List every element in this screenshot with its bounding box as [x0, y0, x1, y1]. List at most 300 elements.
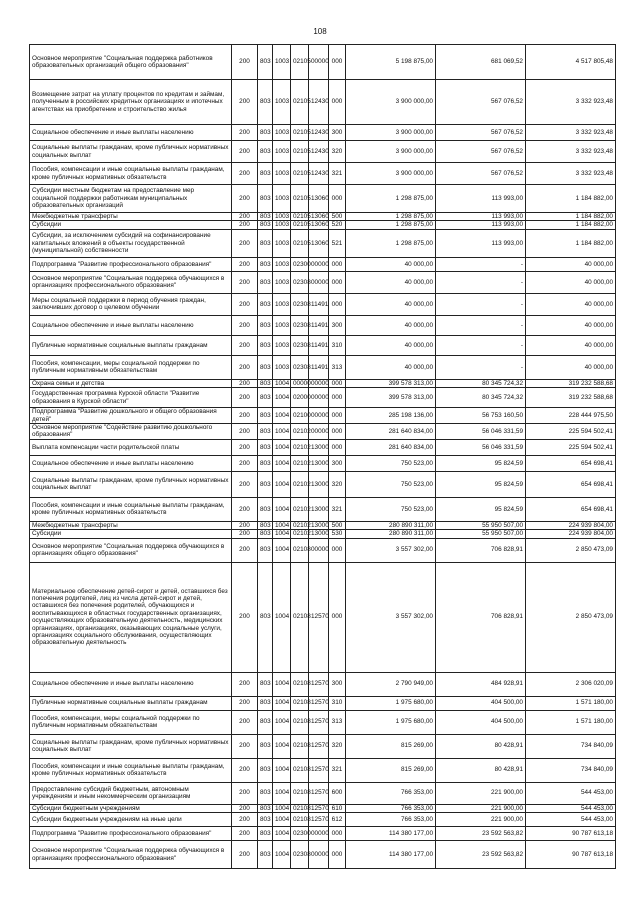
row-executed-amount-cell: 113 993,00 — [436, 229, 526, 257]
row-program-code-cell: 00000 — [291, 379, 309, 387]
row-program-code-cell: 02102 — [291, 471, 309, 497]
row-direction-code-cell: 00000 — [309, 388, 329, 408]
row-name-cell: Социальные выплаты гражданам, кроме публичных нормативных социальных выплат — [30, 141, 232, 163]
row-expense-type-cell: 313 — [329, 355, 346, 379]
row-remaining-amount-cell: 224 939 804,00 — [526, 530, 616, 538]
table-row — [30, 185, 616, 213]
table-row — [30, 804, 616, 812]
page-number: 108 — [313, 27, 327, 36]
row-program-code-cell: 02308 — [291, 335, 309, 355]
row-name-cell: Охрана семьи и детства — [30, 379, 232, 387]
row-executed-amount-cell: 56 046 331,59 — [436, 439, 526, 455]
row-dept-code-cell: 803 — [258, 758, 273, 782]
row-admin-code-cell: 200 — [232, 379, 258, 387]
row-executed-amount-cell: - — [436, 355, 526, 379]
row-admin-code-cell: 200 — [232, 710, 258, 734]
row-admin-code-cell: 200 — [232, 257, 258, 271]
row-name-cell: Пособия, компенсации, меры социальной поддержки по публичным нормативным обязательствам — [30, 355, 232, 379]
row-remaining-amount-cell: 654 698,41 — [526, 497, 616, 521]
row-remaining-amount-cell: 734 840,09 — [526, 758, 616, 782]
row-approved-amount-cell: 1 975 680,00 — [346, 710, 436, 734]
row-section-code-cell: 1003 — [273, 213, 291, 221]
table-row — [30, 141, 616, 163]
row-dept-code-cell: 803 — [258, 455, 273, 471]
row-direction-code-cell: 13000 — [309, 455, 329, 471]
row-dept-code-cell: 803 — [258, 530, 273, 538]
row-approved-amount-cell: 114 380 177,00 — [346, 827, 436, 841]
table-row — [30, 710, 616, 734]
row-direction-code-cell: 12430 — [309, 125, 329, 141]
row-dept-code-cell: 803 — [258, 257, 273, 271]
row-program-code-cell: 02105 — [291, 221, 309, 229]
row-program-code-cell: 02108 — [291, 538, 309, 562]
row-executed-amount-cell: - — [436, 315, 526, 335]
budget-table-body — [30, 45, 616, 869]
row-direction-code-cell: 00000 — [309, 424, 329, 440]
row-executed-amount-cell: 113 993,00 — [436, 213, 526, 221]
row-expense-type-cell: 320 — [329, 471, 346, 497]
row-direction-code-cell: 00000 — [309, 45, 329, 80]
row-name-cell: Возмещение затрат на уплату процентов по кредитам и займам, полученным в российских кредитных организациях и ипотечных агентствах на приобретение и строительство жилья — [30, 80, 232, 125]
row-admin-code-cell: 200 — [232, 782, 258, 804]
row-expense-type-cell: 321 — [329, 163, 346, 185]
row-executed-amount-cell: 681 069,52 — [436, 45, 526, 80]
row-remaining-amount-cell: 40 000,00 — [526, 335, 616, 355]
row-name-cell: Основное мероприятие "Социальная поддержка обучающихся в организациях профессионального образования" — [30, 841, 232, 869]
table-row — [30, 497, 616, 521]
row-expense-type-cell: 520 — [329, 221, 346, 229]
row-direction-code-cell: 12430 — [309, 163, 329, 185]
row-direction-code-cell: 12430 — [309, 80, 329, 125]
row-program-code-cell: 02108 — [291, 562, 309, 672]
row-direction-code-cell: 12570 — [309, 562, 329, 672]
row-remaining-amount-cell: 228 444 975,50 — [526, 408, 616, 424]
table-row — [30, 293, 616, 315]
row-expense-type-cell: 321 — [329, 758, 346, 782]
table-row — [30, 408, 616, 424]
row-section-code-cell: 1003 — [273, 125, 291, 141]
row-admin-code-cell: 200 — [232, 497, 258, 521]
row-executed-amount-cell: 56 046 331,59 — [436, 424, 526, 440]
table-row — [30, 213, 616, 221]
row-remaining-amount-cell: 654 698,41 — [526, 455, 616, 471]
row-admin-code-cell: 200 — [232, 163, 258, 185]
row-approved-amount-cell: 3 900 000,00 — [346, 163, 436, 185]
row-expense-type-cell: 000 — [329, 439, 346, 455]
row-name-cell: Пособия, компенсации, меры социальной поддержки по публичным нормативным обязательствам — [30, 710, 232, 734]
row-approved-amount-cell: 280 890 311,00 — [346, 521, 436, 529]
row-direction-code-cell: 00000 — [309, 257, 329, 271]
table-row — [30, 221, 616, 229]
row-program-code-cell: 02105 — [291, 163, 309, 185]
row-program-code-cell: 02308 — [291, 841, 309, 869]
row-admin-code-cell: 200 — [232, 271, 258, 293]
table-row — [30, 562, 616, 672]
row-program-code-cell: 02308 — [291, 315, 309, 335]
row-approved-amount-cell: 3 557 302,00 — [346, 538, 436, 562]
row-admin-code-cell: 200 — [232, 841, 258, 869]
row-remaining-amount-cell: 3 332 923,48 — [526, 163, 616, 185]
table-row — [30, 841, 616, 869]
row-name-cell: Социальное обеспечение и иные выплаты населению — [30, 315, 232, 335]
row-dept-code-cell: 803 — [258, 379, 273, 387]
row-dept-code-cell: 803 — [258, 497, 273, 521]
row-dept-code-cell: 803 — [258, 734, 273, 758]
row-dept-code-cell: 803 — [258, 439, 273, 455]
row-admin-code-cell: 200 — [232, 813, 258, 827]
row-program-code-cell: 02108 — [291, 696, 309, 710]
row-dept-code-cell: 803 — [258, 696, 273, 710]
row-direction-code-cell: 12570 — [309, 813, 329, 827]
row-expense-type-cell: 000 — [329, 408, 346, 424]
row-executed-amount-cell: 95 824,59 — [436, 471, 526, 497]
row-executed-amount-cell: 80 345 724,32 — [436, 388, 526, 408]
row-name-cell: Публичные нормативные социальные выплаты гражданам — [30, 696, 232, 710]
row-section-code-cell: 1004 — [273, 455, 291, 471]
row-direction-code-cell: 12570 — [309, 672, 329, 696]
row-remaining-amount-cell: 319 232 588,68 — [526, 379, 616, 387]
row-section-code-cell: 1003 — [273, 271, 291, 293]
row-executed-amount-cell: 56 753 160,50 — [436, 408, 526, 424]
row-dept-code-cell: 803 — [258, 804, 273, 812]
row-direction-code-cell: 00000 — [309, 827, 329, 841]
row-expense-type-cell: 000 — [329, 80, 346, 125]
row-dept-code-cell: 803 — [258, 293, 273, 315]
row-dept-code-cell: 803 — [258, 471, 273, 497]
row-executed-amount-cell: 221 900,00 — [436, 804, 526, 812]
row-section-code-cell: 1004 — [273, 813, 291, 827]
row-approved-amount-cell: 40 000,00 — [346, 257, 436, 271]
row-approved-amount-cell: 280 890 311,00 — [346, 530, 436, 538]
row-name-cell: Подпрограмма "Развитие дошкольного и общего образования детей" — [30, 408, 232, 424]
row-direction-code-cell: 13000 — [309, 530, 329, 538]
row-section-code-cell: 1004 — [273, 804, 291, 812]
row-expense-type-cell: 000 — [329, 293, 346, 315]
row-expense-type-cell: 300 — [329, 315, 346, 335]
row-approved-amount-cell: 766 353,00 — [346, 813, 436, 827]
row-approved-amount-cell: 3 557 302,00 — [346, 562, 436, 672]
row-approved-amount-cell: 1 298 875,00 — [346, 229, 436, 257]
row-admin-code-cell: 200 — [232, 388, 258, 408]
row-section-code-cell: 1004 — [273, 710, 291, 734]
row-admin-code-cell: 200 — [232, 827, 258, 841]
row-expense-type-cell: 313 — [329, 710, 346, 734]
row-dept-code-cell: 803 — [258, 562, 273, 672]
row-executed-amount-cell: 80 428,91 — [436, 734, 526, 758]
row-section-code-cell: 1003 — [273, 257, 291, 271]
row-section-code-cell: 1004 — [273, 471, 291, 497]
row-admin-code-cell: 200 — [232, 439, 258, 455]
row-approved-amount-cell: 750 523,00 — [346, 471, 436, 497]
row-expense-type-cell: 000 — [329, 257, 346, 271]
row-expense-type-cell: 521 — [329, 229, 346, 257]
row-remaining-amount-cell: 1 184 882,00 — [526, 229, 616, 257]
row-approved-amount-cell: 114 380 177,00 — [346, 841, 436, 869]
row-admin-code-cell: 200 — [232, 408, 258, 424]
row-approved-amount-cell: 750 523,00 — [346, 455, 436, 471]
row-program-code-cell: 02308 — [291, 293, 309, 315]
row-remaining-amount-cell: 224 939 804,00 — [526, 521, 616, 529]
row-name-cell: Основное мероприятие "Социальная поддержка обучающихся в организациях общего образования" — [30, 538, 232, 562]
row-admin-code-cell: 200 — [232, 185, 258, 213]
row-executed-amount-cell: 567 076,52 — [436, 141, 526, 163]
row-program-code-cell: 02102 — [291, 455, 309, 471]
row-admin-code-cell: 200 — [232, 455, 258, 471]
row-approved-amount-cell: 815 269,00 — [346, 734, 436, 758]
table-row — [30, 379, 616, 387]
row-expense-type-cell: 000 — [329, 424, 346, 440]
row-name-cell: Подпрограмма "Развитие профессионального образования" — [30, 827, 232, 841]
row-name-cell: Социальное обеспечение и иные выплаты населению — [30, 672, 232, 696]
row-remaining-amount-cell: 4 517 805,48 — [526, 45, 616, 80]
row-program-code-cell: 02108 — [291, 758, 309, 782]
row-name-cell: Выплата компенсации части родительской платы — [30, 439, 232, 455]
row-name-cell: Межбюджетные трансферты — [30, 213, 232, 221]
row-section-code-cell: 1004 — [273, 696, 291, 710]
row-expense-type-cell: 530 — [329, 530, 346, 538]
row-executed-amount-cell: 221 900,00 — [436, 782, 526, 804]
table-row — [30, 827, 616, 841]
row-approved-amount-cell: 1 298 875,00 — [346, 213, 436, 221]
row-remaining-amount-cell: 3 332 923,48 — [526, 80, 616, 125]
table-row — [30, 471, 616, 497]
row-program-code-cell: 02102 — [291, 530, 309, 538]
row-remaining-amount-cell: 40 000,00 — [526, 355, 616, 379]
row-executed-amount-cell: 567 076,52 — [436, 163, 526, 185]
row-approved-amount-cell: 3 900 000,00 — [346, 141, 436, 163]
row-direction-code-cell: 13000 — [309, 471, 329, 497]
row-program-code-cell: 02102 — [291, 424, 309, 440]
row-expense-type-cell: 000 — [329, 388, 346, 408]
row-program-code-cell: 02102 — [291, 439, 309, 455]
row-remaining-amount-cell: 2 850 473,09 — [526, 538, 616, 562]
row-executed-amount-cell: 23 592 563,82 — [436, 841, 526, 869]
row-name-cell: Публичные нормативные социальные выплаты гражданам — [30, 335, 232, 355]
row-approved-amount-cell: 285 198 136,00 — [346, 408, 436, 424]
row-executed-amount-cell: 484 928,91 — [436, 672, 526, 696]
table-row — [30, 538, 616, 562]
row-name-cell: Субсидии, за исключением субсидий на софинансирование капитальных вложений в объекты государственной (муниципальной) собственности — [30, 229, 232, 257]
row-dept-code-cell: 803 — [258, 229, 273, 257]
row-program-code-cell: 02108 — [291, 710, 309, 734]
row-expense-type-cell: 000 — [329, 538, 346, 562]
row-expense-type-cell: 000 — [329, 45, 346, 80]
row-direction-code-cell: 00000 — [309, 841, 329, 869]
table-row — [30, 45, 616, 80]
row-expense-type-cell: 300 — [329, 455, 346, 471]
row-name-cell: Основное мероприятие "Социальная поддержка работников образовательных организаций общего образования" — [30, 45, 232, 80]
row-section-code-cell: 1004 — [273, 388, 291, 408]
row-section-code-cell: 1004 — [273, 758, 291, 782]
row-admin-code-cell: 200 — [232, 45, 258, 80]
row-approved-amount-cell: 766 353,00 — [346, 782, 436, 804]
row-name-cell: Меры социальной поддержки в период обучения граждан, заключивших договор о целевом обучении — [30, 293, 232, 315]
row-dept-code-cell: 803 — [258, 185, 273, 213]
row-approved-amount-cell: 399 578 313,00 — [346, 379, 436, 387]
row-executed-amount-cell: 113 993,00 — [436, 185, 526, 213]
row-remaining-amount-cell: 40 000,00 — [526, 271, 616, 293]
row-name-cell: Социальные выплаты гражданам, кроме публичных нормативных социальных выплат — [30, 734, 232, 758]
row-name-cell: Подпрограмма "Развитие профессионального образования" — [30, 257, 232, 271]
row-dept-code-cell: 803 — [258, 388, 273, 408]
row-dept-code-cell: 803 — [258, 315, 273, 335]
row-program-code-cell: 02108 — [291, 813, 309, 827]
row-approved-amount-cell: 1 298 875,00 — [346, 185, 436, 213]
row-program-code-cell: 02105 — [291, 229, 309, 257]
table-row — [30, 696, 616, 710]
row-program-code-cell: 02300 — [291, 257, 309, 271]
row-expense-type-cell: 321 — [329, 497, 346, 521]
row-dept-code-cell: 803 — [258, 213, 273, 221]
row-remaining-amount-cell: 225 594 502,41 — [526, 439, 616, 455]
row-admin-code-cell: 200 — [232, 293, 258, 315]
row-dept-code-cell: 803 — [258, 841, 273, 869]
row-admin-code-cell: 200 — [232, 562, 258, 672]
row-program-code-cell: 02308 — [291, 271, 309, 293]
row-executed-amount-cell: 23 592 563,82 — [436, 827, 526, 841]
row-executed-amount-cell: 221 900,00 — [436, 813, 526, 827]
row-name-cell: Пособия, компенсации и иные социальные выплаты гражданам, кроме публичных нормативных обязательств — [30, 163, 232, 185]
row-remaining-amount-cell: 90 787 613,18 — [526, 841, 616, 869]
row-section-code-cell: 1004 — [273, 497, 291, 521]
row-remaining-amount-cell: 1 184 882,00 — [526, 213, 616, 221]
row-expense-type-cell: 320 — [329, 141, 346, 163]
row-executed-amount-cell: - — [436, 335, 526, 355]
table-row — [30, 315, 616, 335]
row-executed-amount-cell: 80 345 724,32 — [436, 379, 526, 387]
row-direction-code-cell: 12570 — [309, 758, 329, 782]
row-section-code-cell: 1003 — [273, 335, 291, 355]
row-admin-code-cell: 200 — [232, 213, 258, 221]
row-approved-amount-cell: 40 000,00 — [346, 315, 436, 335]
row-approved-amount-cell: 281 640 834,00 — [346, 424, 436, 440]
row-remaining-amount-cell: 2 306 020,09 — [526, 672, 616, 696]
row-name-cell: Субсидии местным бюджетам на предоставление мер социальной поддержки работникам муниципальных образовательных организаций — [30, 185, 232, 213]
row-remaining-amount-cell: 544 453,00 — [526, 804, 616, 812]
row-program-code-cell: 02308 — [291, 355, 309, 379]
row-direction-code-cell: 00000 — [309, 379, 329, 387]
row-name-cell: Основное мероприятие "Социальная поддержка обучающихся в организациях профессионального образования" — [30, 271, 232, 293]
row-executed-amount-cell: 95 824,59 — [436, 455, 526, 471]
row-direction-code-cell: 13000 — [309, 521, 329, 529]
row-remaining-amount-cell: 1 184 882,00 — [526, 221, 616, 229]
row-dept-code-cell: 803 — [258, 221, 273, 229]
row-direction-code-cell: 12570 — [309, 710, 329, 734]
row-section-code-cell: 1004 — [273, 439, 291, 455]
row-dept-code-cell: 803 — [258, 538, 273, 562]
table-row — [30, 813, 616, 827]
row-approved-amount-cell: 2 790 949,00 — [346, 672, 436, 696]
row-admin-code-cell: 200 — [232, 672, 258, 696]
row-remaining-amount-cell: 40 000,00 — [526, 315, 616, 335]
row-direction-code-cell: 13060 — [309, 221, 329, 229]
row-approved-amount-cell: 1 298 875,00 — [346, 221, 436, 229]
row-section-code-cell: 1004 — [273, 530, 291, 538]
row-executed-amount-cell: 706 828,91 — [436, 538, 526, 562]
table-row — [30, 782, 616, 804]
row-dept-code-cell: 803 — [258, 813, 273, 827]
row-section-code-cell: 1003 — [273, 221, 291, 229]
row-dept-code-cell: 803 — [258, 408, 273, 424]
table-row — [30, 758, 616, 782]
row-direction-code-cell: 13060 — [309, 229, 329, 257]
row-dept-code-cell: 803 — [258, 80, 273, 125]
row-executed-amount-cell: 567 076,52 — [436, 125, 526, 141]
row-section-code-cell: 1004 — [273, 408, 291, 424]
row-executed-amount-cell: 404 500,00 — [436, 696, 526, 710]
row-expense-type-cell: 000 — [329, 562, 346, 672]
row-remaining-amount-cell: 3 332 923,48 — [526, 141, 616, 163]
row-dept-code-cell: 803 — [258, 45, 273, 80]
row-name-cell: Пособия, компенсации и иные социальные выплаты гражданам, кроме публичных нормативных обязательств — [30, 758, 232, 782]
row-dept-code-cell: 803 — [258, 163, 273, 185]
row-name-cell: Субсидии бюджетным учреждениям — [30, 804, 232, 812]
row-name-cell: Социальное обеспечение и иные выплаты населению — [30, 455, 232, 471]
row-admin-code-cell: 200 — [232, 734, 258, 758]
row-admin-code-cell: 200 — [232, 125, 258, 141]
row-section-code-cell: 1004 — [273, 521, 291, 529]
row-direction-code-cell: 12570 — [309, 782, 329, 804]
row-expense-type-cell: 000 — [329, 271, 346, 293]
row-approved-amount-cell: 750 523,00 — [346, 497, 436, 521]
row-admin-code-cell: 200 — [232, 758, 258, 782]
row-program-code-cell: 02105 — [291, 80, 309, 125]
row-executed-amount-cell: 80 428,91 — [436, 758, 526, 782]
row-expense-type-cell: 610 — [329, 804, 346, 812]
budget-table — [29, 44, 616, 869]
row-approved-amount-cell: 40 000,00 — [346, 271, 436, 293]
row-remaining-amount-cell: 1 571 180,00 — [526, 710, 616, 734]
row-name-cell: Субсидии — [30, 530, 232, 538]
row-direction-code-cell: 11491 — [309, 355, 329, 379]
row-section-code-cell: 1004 — [273, 841, 291, 869]
row-section-code-cell: 1003 — [273, 141, 291, 163]
table-row — [30, 257, 616, 271]
row-admin-code-cell: 200 — [232, 315, 258, 335]
row-admin-code-cell: 200 — [232, 80, 258, 125]
row-admin-code-cell: 200 — [232, 521, 258, 529]
row-executed-amount-cell: - — [436, 271, 526, 293]
row-remaining-amount-cell: 225 594 502,41 — [526, 424, 616, 440]
row-remaining-amount-cell: 544 453,00 — [526, 782, 616, 804]
row-dept-code-cell: 803 — [258, 710, 273, 734]
row-remaining-amount-cell: 3 332 923,48 — [526, 125, 616, 141]
row-remaining-amount-cell: 40 000,00 — [526, 257, 616, 271]
row-direction-code-cell: 11491 — [309, 315, 329, 335]
row-approved-amount-cell: 40 000,00 — [346, 293, 436, 315]
row-admin-code-cell: 200 — [232, 141, 258, 163]
table-row — [30, 335, 616, 355]
row-remaining-amount-cell: 544 453,00 — [526, 813, 616, 827]
row-section-code-cell: 1003 — [273, 163, 291, 185]
table-row — [30, 229, 616, 257]
row-remaining-amount-cell: 90 787 613,18 — [526, 827, 616, 841]
row-direction-code-cell: 12430 — [309, 141, 329, 163]
row-direction-code-cell: 13000 — [309, 497, 329, 521]
row-remaining-amount-cell: 1 571 180,00 — [526, 696, 616, 710]
row-section-code-cell: 1003 — [273, 315, 291, 335]
row-admin-code-cell: 200 — [232, 804, 258, 812]
row-program-code-cell: 02105 — [291, 45, 309, 80]
row-program-code-cell: 02105 — [291, 213, 309, 221]
row-section-code-cell: 1004 — [273, 827, 291, 841]
row-expense-type-cell: 000 — [329, 185, 346, 213]
table-row — [30, 530, 616, 538]
row-program-code-cell: 02300 — [291, 827, 309, 841]
row-section-code-cell: 1003 — [273, 355, 291, 379]
row-name-cell: Межбюджетные трансферты — [30, 521, 232, 529]
row-section-code-cell: 1004 — [273, 672, 291, 696]
